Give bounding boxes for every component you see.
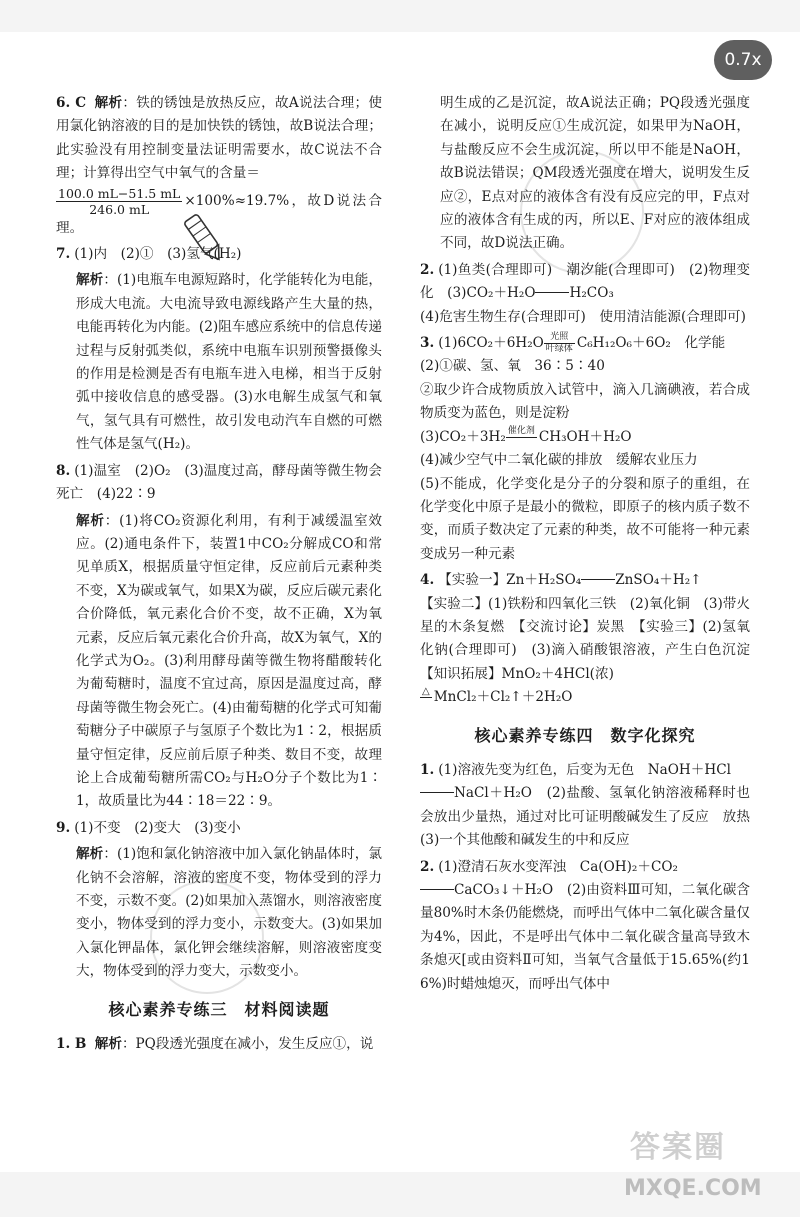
answer-text: (1)内 (2)① (3)氢气(H₂)	[74, 246, 242, 263]
section-title-3: 核心素养专练三 材料阅读题	[108, 999, 330, 1019]
analysis-text: ：(1)电瓶车电源短路时，化学能转化为电能，形成大电流。大电流导致电源线路产生大量的热，电能再转化为内能。(2)阻车感应系统中的信息传递过程与反射弧类似，系统中电瓶车识别预警摄像头的作用是检测是否有电瓶车进入电梯，相当于反射弧中接收信息的感受器。(3)水电解生成氢气和氧气，氢气具有可燃性，故引发电动汽车自燃的可燃性气体是氢气(H₂)。	[76, 272, 382, 453]
right-column	[420, 92, 764, 999]
top-bar	[0, 0, 800, 32]
equals-line	[420, 889, 454, 890]
answer-item-3: 3. (1)6CO₂＋6H₂O $\frac{\text{光照}}{\text{叶绿体}}$ C₆H₁₂O₆＋6O₂ 化学能 (2)①碳、氢、氧 36∶5∶40 ②取少许合成物质放入试管中，滴入几滴碘液，若合成物质变为蓝色，则是淀粉 (3)CO₂＋3H₂ 催化剂 CH₃OH＋H₂O (4)减少空气中二氧化碳的排放 缓解农业压力 (5)不能成，化学变化是分子的分裂和原子的重组，在化学变化中原子是最小的微粒，即原子的核内质子数不变，而质子数决定了元素的种类，故不可能将一种元素变成另一种元素	[420, 332, 750, 562]
equals-line	[535, 292, 569, 293]
analysis-label: 解析	[76, 846, 104, 863]
item-number: 2.	[420, 858, 435, 875]
left-column	[56, 92, 382, 1059]
answer-item-9	[56, 817, 382, 840]
item-number: 4.	[420, 572, 435, 589]
analysis-label: 解析	[76, 512, 105, 529]
analysis-label: 解析	[76, 272, 104, 289]
item-number: 1.	[420, 761, 435, 778]
answer-item-s4-1: 1. (1)溶液先变为红色，后变为无色 NaOH＋HCl NaCl＋H₂O (2)盐酸、氢氧化钠溶液稀释时也会放出少量热，通过对比可证明酸碱发生了反应 放热 (3)一个其他酸和碱发生的中和反应	[420, 761, 764, 849]
analysis-7	[56, 269, 382, 456]
analysis-8	[56, 510, 382, 814]
item-number: 7.	[56, 246, 71, 263]
item-number: 3.	[420, 335, 435, 352]
item-number: 9.	[56, 819, 71, 836]
item-number: 2.	[420, 261, 435, 278]
answer-item-8	[56, 460, 382, 507]
item-number: 6. C	[56, 95, 87, 111]
analysis-text: ：铁的锈蚀是放热反应，故A说法合理；使用氯化钠溶液的目的是加快铁的锈蚀，故B说法合理；此实验没有用控制变量法证明需要水，故C说法不合理；计算得出空气中氧气的含量＝	[56, 95, 382, 182]
answer-item-s4-2: 2. (1)澄清石灰水变浑浊 Ca(OH)₂＋CO₂ CaCO₃↓＋H₂O (2)由资料Ⅲ可知，二氧化碳含量80%时木条仍能燃烧，而呼出气体中二氧化碳含量仅为4%，因此，不是呼出气体中二氧化碳含量高导致木条熄灭[或由资料Ⅱ可知，当氧气含量低于15.65%(约16%)时蜡烛熄灭，而呼出气体中	[420, 858, 750, 992]
equals-line	[420, 792, 454, 793]
watermark-brand: 答案圈	[630, 1130, 726, 1165]
reaction-condition: △	[422, 686, 430, 698]
analysis-9	[56, 843, 382, 983]
watermark-url: MXQE.COM	[624, 1176, 762, 1201]
answer-item-6	[56, 92, 382, 240]
answer-item-s3-1	[56, 1033, 382, 1056]
analysis-label: 解析	[94, 1036, 122, 1053]
item-number: 8.	[56, 462, 71, 479]
analysis-continuation: 明生成的乙是沉淀，故A说法正确；PQ段透光强度在减小，说明反应①生成沉淀，如果甲为NaOH，与盐酸反应不会生成沉淀，所以甲不能是NaOH，故B说法错误；QM段透光强度在增大，说明发生反应②，E点对应的液体含有没有反应完的甲，F点对应的液体含有生成的丙，所以E、F对应的液体组成不同，故D说法正确。	[440, 95, 750, 252]
analysis-text: ：(1)饱和氯化钠溶液中加入氯化钠晶体时，氯化钠不会溶解，溶液的密度不变，物体受到的浮力不变，示数不变。(2)如果加入蒸馏水，则溶液密度变小，物体受到的浮力变小，示数变大。(3)如果加入氯化钾晶体，氯化钾会继续溶解，则溶液密度变大，物体受到的浮力变大，示数变小。	[76, 846, 382, 980]
reaction-condition: 催化剂	[507, 425, 535, 436]
analysis-text: ：PQ段透光强度在减小，发生反应①，说	[121, 1036, 374, 1053]
playback-speed-button[interactable]: 0.7x	[714, 40, 772, 80]
analysis-text: ×100%≈19.7%，故D说法合理。	[56, 192, 382, 236]
answer-item-7	[56, 243, 382, 266]
answer-item-2: 2. (1)鱼类(合理即可) 潮汐能(合理即可) (2)物理变化 (3)CO₂＋H₂O H₂CO₃ (4)危害生物生存(合理即可) 使用清洁能源(合理即可)	[420, 261, 750, 325]
answer-text: (1)温室 (2)O₂ (3)温度过高，酵母菌等微生物会死亡 (4)22∶9	[56, 462, 382, 503]
equals-line	[581, 579, 615, 580]
item-number: 1. B	[56, 1036, 87, 1053]
answer-text: (1)不变 (2)变大 (3)变小	[74, 819, 241, 836]
section-title-4: 核心素养专练四 数字化探究	[474, 725, 696, 745]
oxygen-fraction: $\frac{100.0 mL-51.5 mL}{246.0 mL}$	[58, 185, 181, 217]
analysis-label: 解析	[94, 95, 123, 111]
answer-item-4: 4. 【实验一】Zn＋H₂SO₄ ZnSO₄＋H₂↑ 【实验二】(1)铁粉和四氧化三铁 (2)氧化铜 (3)带火星的木条复燃 【交流讨论】炭黑 【实验三】(2)氢氧化钠(合理即可) (3)滴入硝酸银溶液，产生白色沉淀 【知识拓展】MnO₂＋4HCl(浓) △ MnCl₂＋Cl₂↑＋2H₂O	[420, 569, 750, 709]
reaction-condition: $\frac{\text{光照}}{\text{叶绿体}}$	[545, 332, 573, 355]
analysis-text: ：(1)将CO₂资源化利用，有利于减缓温室效应。(2)通电条件下，装置1中CO₂分解成CO和常见单质X，根据质量守恒定律，反应前后元素种类不变，X为碳或氧气，如果X为碳，反应后碳元素化合价降低，氧元素化合价不变，故不正确，X为氧元素，反应后氧元素化合价升高，故X为氧气，X的化学式为O₂。(3)利用酵母菌等微生物将醋酸转化为葡萄糖时，温度不宜过高，原因是温度过高，酵母菌等微生物会死亡。(4)由葡萄糖的化学式可知葡萄糖分子中碳原子与氢原子个数比为1∶2，根据质量守恒定律，反应前后原子种类、数目不变，故理论上合成葡萄糖所需CO₂与H₂O分子个数比为1∶1，故质量比为44∶18＝22∶9。	[76, 512, 383, 810]
